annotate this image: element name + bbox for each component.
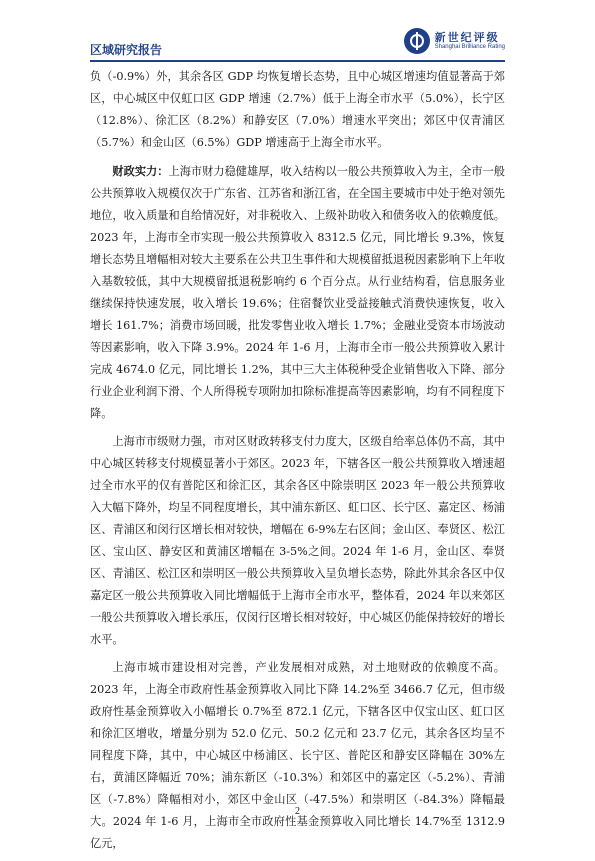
report-category-title: 区域研究报告 (90, 43, 163, 57)
paragraph-government-fund: 上海市城市建设相对完善，产业发展相对成熟，对土地财政的依赖度不高。2023 年，上海全市政府性基金预算收入同比下降 14.2%至 3466.7 亿元，但市级政府性基金预算收入小幅增长 0.7%至 872.1 亿元，下辖各区中仅宝山区、虹口区和徐汇区增收，增量分别为 52.0 亿元、50.2 亿元和 23.7 亿元，其余各区均呈不同程度下降，其中，中心城区中杨浦区、长宁区、普陀区和静安区降幅在 30%左右，黄浦区降幅近 70%；浦东新区（-10.3%）和郊区中的嘉定区（-5.2%）、青浦区（-7.8%）降幅相对小，郊区中金山区（-47.5%）和崇明区（-84.3%）降幅最大。2024 年 1-6 月，上海市全市政府性基金预算收入同比增长 14.7%至 1312.9 亿元， (90, 661, 505, 850)
section-lead-fiscal-strength: 财政实力： (112, 164, 169, 178)
logo-english-name: Shanghai Brilliance Rating (434, 43, 505, 50)
logo-chinese-name: 新世纪评级 (434, 30, 500, 44)
paragraph-district-revenue: 上海市市级财力强，市对区财政转移支付力度大，区级自给率总体仍不高，其中中心城区转移支付规模显著小于郊区。2023 年，下辖各区一般公共预算收入增速超过全市水平的仅有普陀区和徐汇区，其余各区中除崇明区 2023 年一般公共预算收入大幅下降外，均呈不同程度增长，其中浦东新区、虹口区、长宁区、嘉定区、杨浦区、青浦区和闵行区增长相对较快，增幅在 6-9%左右区间；金山区、奉贤区、松江区、宝山区、静安区和黄浦区增幅在 3-5%之间。2024 年 1-6 月，金山区、奉贤区、青浦区、松江区和崇明区一般公共预算收入呈负增长态势，除此外其余各区中仅嘉定区一般公共预算收入同比增幅低于上海市全市水平，整体看，2024 年以来郊区一般公共预算收入增长承压，仅闵行区增长相对较好，中心城区仍能保持较好的增长水平。 (90, 435, 505, 646)
paragraph-fiscal-strength-text: 上海市财力稳健雄厚，收入结构以一般公共预算收入为主，全市一般公共预算收入规模仅次于广东省、江苏省和浙江省，在全国主要城市中处于绝对领先地位，收入质量和自给情况好，对非税收入、上级补助收入和债务收入的依赖度低。2023 年，上海市全市实现一般公共预算收入 8312.5 亿元，同比增长 9.3%，恢复增长态势且增幅相对较大主要系在公共卫生事件和大规模留抵退税因素影响下上年收入基数较低，其中大规模留抵退税影响约 6 个百分点。从行业结构看，信息服务业继续保持快速发展，收入增长 19.6%；住宿餐饮业受益接触式消费快速恢复，收入增长 161.7%；消费市场回暖，批发零售业收入增长 1.7%；金融业受资本市场波动等因素影响，收入下降 3.9%。2024 年 1-6 月，上海市全市一般公共预算收入累计完成 4674.0 亿元，同比增长 1.2%，其中三大主体税种受企业销售收入下降、部分行业企业利润下滑、个人所得税专项附加扣除标准提高等因素影响，均有不同程度下降。 (90, 165, 505, 420)
page-number: 2 (295, 806, 300, 817)
paragraph-gdp-growth: 负（-0.9%）外，其余各区 GDP 均恢复增长态势，且中心城区增速均值显著高于郊区，中心城区中仅虹口区 GDP 增速（2.7%）低于上海全市水平（5.0%），长宁区（12.8%）、徐汇区（8.2%）和静安区（7.0%）增速水平突出；郊区中仅青浦区（5.7%）和金山区（6.5%）GDP 增速高于上海全市水平。 (90, 70, 505, 149)
page-header (90, 24, 505, 60)
report-body (90, 66, 505, 861)
logo-text (435, 32, 505, 51)
paragraph-fiscal-strength (90, 160, 505, 425)
logo-emblem-icon (404, 28, 430, 54)
brand-logo (404, 24, 505, 58)
header-divider (90, 60, 505, 62)
